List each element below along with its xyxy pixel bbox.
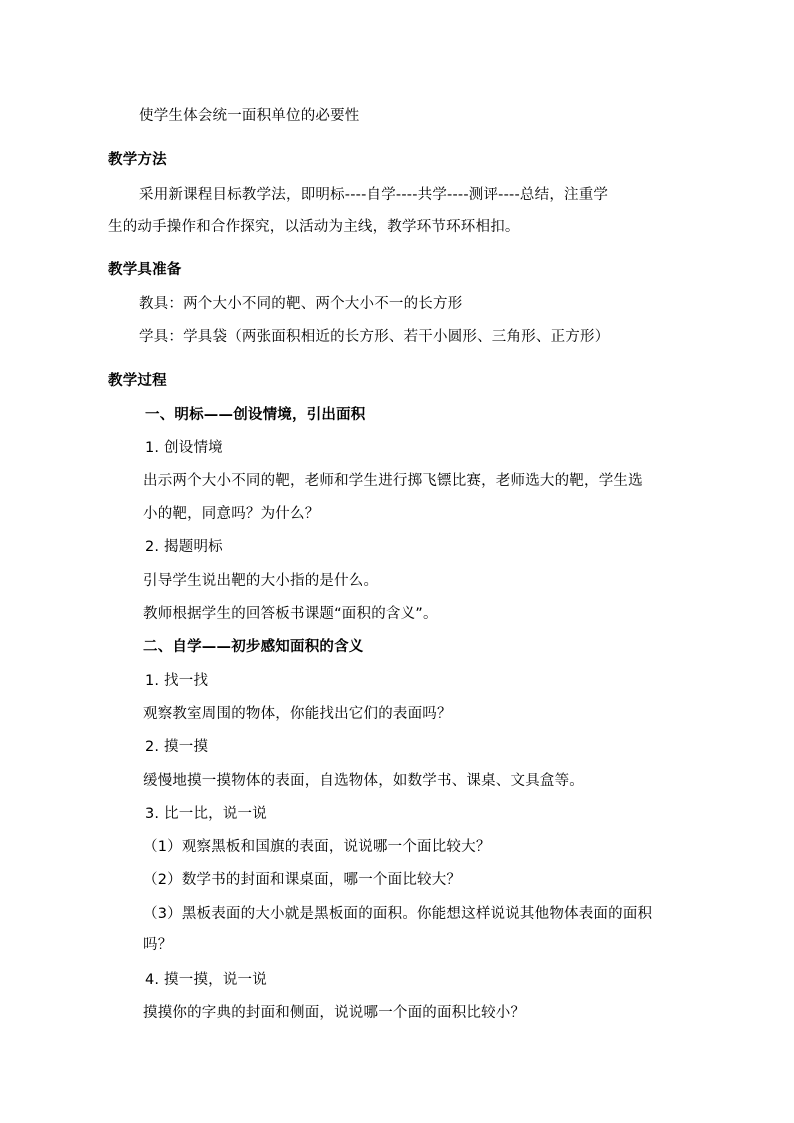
list-item: 2. 摸一摸 bbox=[145, 739, 209, 755]
section-heading: 教学方法 bbox=[108, 152, 167, 168]
section-heading: 教学具准备 bbox=[108, 262, 182, 278]
text-line: 使学生体会统一面积单位的必要性 bbox=[139, 108, 360, 124]
text-line: 采用新课程目标教学法，即明标----自学----共学----测评----总结，注重学 bbox=[139, 187, 609, 203]
subsection-heading: 二、自学——初步感知面积的含义 bbox=[143, 639, 364, 655]
text-line: 吗？ bbox=[143, 937, 173, 953]
text-line: 教师根据学生的回答板书课题“面积的含义”。 bbox=[143, 606, 438, 622]
text-line: 缓慢地摸一摸物体的表面，自选物体，如数学书、课桌、文具盒等。 bbox=[143, 773, 584, 789]
list-item: 4. 摸一摸，说一说 bbox=[145, 972, 267, 988]
text-line: （3）黑板表面的大小就是黑板面的面积。你能想这样说说其他物体表面的面积 bbox=[143, 906, 653, 922]
text-line: 摸摸你的字典的封面和侧面，说说哪一个面的面积比较小？ bbox=[143, 1005, 526, 1021]
list-item: 1. 找一找 bbox=[145, 673, 209, 689]
text-line: 出示两个大小不同的靶，老师和学生进行掷飞镖比赛，老师选大的靶，学生选 bbox=[143, 473, 643, 489]
subsection-heading: 一、明标——创设情境，引出面积 bbox=[145, 407, 366, 423]
list-item: 3. 比一比，说一说 bbox=[145, 806, 267, 822]
list-item: 1. 创设情境 bbox=[145, 440, 223, 456]
section-heading: 教学过程 bbox=[108, 373, 167, 389]
text-line: （2）数学书的封面和课桌面，哪一个面比较大？ bbox=[143, 872, 462, 888]
text-line: 引导学生说出靶的大小指的是什么。 bbox=[143, 573, 379, 589]
text-line: 观察教室周围的物体，你能找出它们的表面吗？ bbox=[143, 706, 452, 722]
text-line: 生的动手操作和合作探究，以活动为主线，教学环节环环相扣。 bbox=[108, 219, 520, 235]
text-line: 教具：两个大小不同的靶、两个大小不一的长方形 bbox=[139, 296, 463, 312]
list-item: 2. 揭题明标 bbox=[145, 539, 223, 555]
text-line: 学具：学具袋（两张面积相近的长方形、若干小圆形、三角形、正方形） bbox=[139, 329, 610, 345]
text-line: （1）观察黑板和国旗的表面，说说哪一个面比较大？ bbox=[143, 839, 491, 855]
text-line: 小的靶，同意吗？为什么？ bbox=[143, 506, 320, 522]
